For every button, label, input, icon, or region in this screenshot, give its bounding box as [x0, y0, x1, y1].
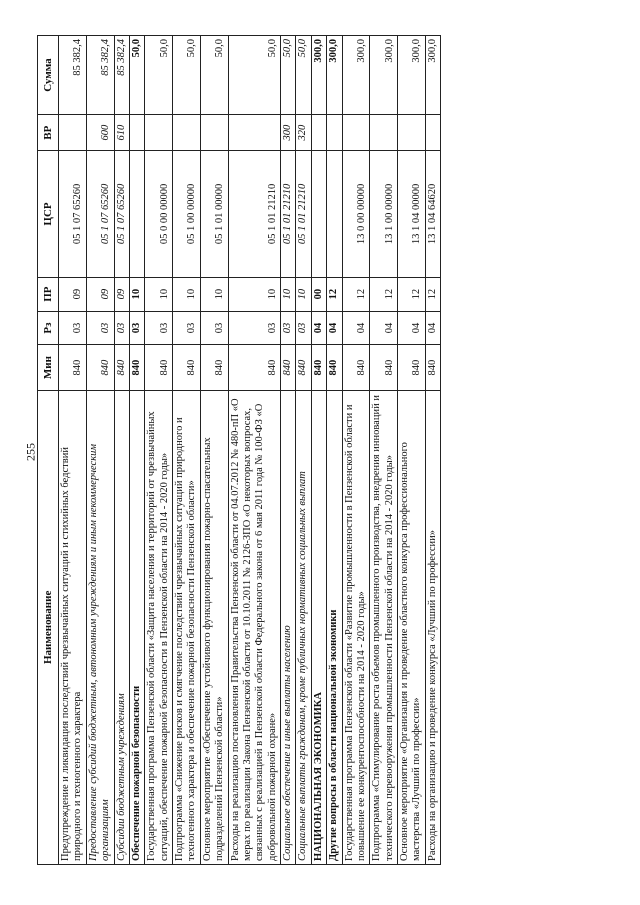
header-min: Мин	[38, 345, 59, 390]
cell-min: 840	[327, 345, 342, 390]
cell-sum: 85 382,4	[59, 36, 87, 115]
cell-name: Социальные выплаты гражданам, кроме публичных нормативных социальных выплат	[296, 390, 311, 864]
cell-sum: 85 382,4	[86, 36, 114, 115]
cell-sum: 50,0	[296, 36, 311, 115]
header-csr: ЦСР	[38, 151, 59, 277]
cell-name: Подпрограмма «Стимулирование роста объемов промышленного производства, внедрения инноваций и технического перевооружения промышленности Пензенской области на 2014 - 2020 годы»	[370, 390, 398, 864]
table-row	[311, 36, 326, 865]
cell-name: Субсидии бюджетным учреждениям	[114, 390, 129, 864]
table-row	[145, 36, 173, 865]
cell-csr	[129, 151, 144, 277]
header-name: Наименование	[38, 390, 59, 864]
cell-rz: 04	[398, 311, 426, 345]
cell-sum: 85 382,4	[114, 36, 129, 115]
cell-pr: 09	[114, 277, 129, 311]
cell-min: 840	[228, 345, 281, 390]
header-rz: Рз	[38, 311, 59, 345]
cell-vr	[228, 115, 281, 151]
table-row	[114, 36, 129, 865]
cell-rz: 04	[311, 311, 326, 345]
cell-csr: 05 1 07 65260	[114, 151, 129, 277]
cell-vr: 300	[281, 115, 296, 151]
cell-min: 840	[296, 345, 311, 390]
cell-rz: 04	[327, 311, 342, 345]
cell-name: Основное мероприятие «Организация и проведение областного конкурса профессионального мастерства «Лучший по профессии»	[398, 390, 426, 864]
table-row	[200, 36, 228, 865]
cell-rz: 03	[173, 311, 201, 345]
cell-rz: 03	[228, 311, 281, 345]
cell-csr	[327, 151, 342, 277]
cell-vr	[59, 115, 87, 151]
cell-sum: 300,0	[425, 36, 440, 115]
cell-vr	[425, 115, 440, 151]
cell-sum: 50,0	[200, 36, 228, 115]
cell-sum: 300,0	[398, 36, 426, 115]
cell-min: 840	[342, 345, 370, 390]
cell-min: 840	[59, 345, 87, 390]
cell-sum: 50,0	[281, 36, 296, 115]
cell-vr	[173, 115, 201, 151]
cell-name: Расходы на организацию и проведение конкурса «Лучший по профессии»	[425, 390, 440, 864]
cell-pr: 10	[281, 277, 296, 311]
cell-pr: 10	[129, 277, 144, 311]
cell-pr: 12	[425, 277, 440, 311]
cell-name: НАЦИОНАЛЬНАЯ ЭКОНОМИКА	[311, 390, 326, 864]
cell-min: 840	[114, 345, 129, 390]
cell-name: Обеспечение пожарной безопасности	[129, 390, 144, 864]
cell-csr: 05 1 01 00000	[200, 151, 228, 277]
cell-name: Государственная программа Пензенской области «Развитие промышленности в Пензенской области и повышение ее конкурентоспособности на 2014 - 2020 годы»	[342, 390, 370, 864]
cell-pr: 10	[296, 277, 311, 311]
cell-vr	[311, 115, 326, 151]
cell-min: 840	[370, 345, 398, 390]
cell-name: Расходы на реализацию постановления Правительства Пензенской области от 04.07.2012 № 480-пП «О мерах по реализации Закона Пензенской области от 10.10.2011 № 2126-ЗПО «О некоторых вопросах, связанных с реализацией в Пензенской области Федерального закона от 6 мая 2011 года № 100-ФЗ «О добровольной пожарной охране»	[228, 390, 281, 864]
cell-name: Предупреждение и ликвидация последствий чрезвычайных ситуаций и стихийных бедствий природного и техногенного характера	[59, 390, 87, 864]
table-row	[342, 36, 370, 865]
header-sum: Сумма	[38, 36, 59, 115]
table-header-row	[38, 36, 59, 865]
cell-name: Другие вопросы в области национальной экономики	[327, 390, 342, 864]
table-row	[129, 36, 144, 865]
table-row	[228, 36, 281, 865]
cell-rz: 04	[425, 311, 440, 345]
cell-min: 840	[173, 345, 201, 390]
cell-name: Предоставление субсидий бюджетным, автономным учреждениям и иным некоммерческим организациям	[86, 390, 114, 864]
budget-table-sheet	[37, 35, 557, 865]
cell-sum: 50,0	[228, 36, 281, 115]
cell-name: Подпрограмма «Снижение рисков и смягчение последствий чрезвычайных ситуаций природного и техногенного характера и обеспечение пожарной безопасности Пензенской области»	[173, 390, 201, 864]
cell-rz: 03	[145, 311, 173, 345]
cell-min: 840	[86, 345, 114, 390]
cell-vr	[327, 115, 342, 151]
cell-min: 840	[398, 345, 426, 390]
cell-sum: 300,0	[327, 36, 342, 115]
cell-csr: 05 1 00 00000	[173, 151, 201, 277]
cell-pr: 09	[86, 277, 114, 311]
table-row	[86, 36, 114, 865]
cell-csr: 13 0 00 00000	[342, 151, 370, 277]
cell-vr	[370, 115, 398, 151]
cell-sum: 50,0	[129, 36, 144, 115]
cell-rz: 03	[59, 311, 87, 345]
cell-vr: 320	[296, 115, 311, 151]
cell-csr: 13 1 04 64620	[425, 151, 440, 277]
table-row	[370, 36, 398, 865]
table-row	[398, 36, 426, 865]
cell-rz: 03	[114, 311, 129, 345]
page-number: 255	[23, 443, 38, 461]
cell-sum: 300,0	[342, 36, 370, 115]
cell-min: 840	[425, 345, 440, 390]
header-vr: ВР	[38, 115, 59, 151]
cell-min: 840	[281, 345, 296, 390]
cell-name: Основное мероприятие «Обеспечение устойчивого функционирования пожарно-спасательных подразделений Пензенской области»	[200, 390, 228, 864]
cell-sum: 300,0	[370, 36, 398, 115]
cell-rz: 03	[86, 311, 114, 345]
cell-pr: 10	[200, 277, 228, 311]
cell-rz: 03	[296, 311, 311, 345]
cell-pr: 10	[173, 277, 201, 311]
cell-vr	[342, 115, 370, 151]
cell-pr: 12	[342, 277, 370, 311]
cell-pr: 12	[327, 277, 342, 311]
cell-vr	[145, 115, 173, 151]
cell-rz: 03	[129, 311, 144, 345]
cell-csr: 05 1 01 21210	[228, 151, 281, 277]
cell-pr: 12	[398, 277, 426, 311]
cell-pr: 09	[59, 277, 87, 311]
cell-pr: 00	[311, 277, 326, 311]
cell-pr: 12	[370, 277, 398, 311]
cell-vr	[129, 115, 144, 151]
cell-pr: 10	[145, 277, 173, 311]
table-row	[59, 36, 87, 865]
cell-vr	[200, 115, 228, 151]
budget-table	[37, 35, 441, 865]
cell-sum: 50,0	[145, 36, 173, 115]
cell-rz: 03	[281, 311, 296, 345]
table-row	[425, 36, 440, 865]
cell-name: Государственная программа Пензенской области «Защита населения и территорий от чрезвычайных ситуаций, обеспечение пожарной безопасности в Пензенской области на 2014 - 2020 годы»	[145, 390, 173, 864]
table-body	[59, 36, 441, 865]
cell-min: 840	[200, 345, 228, 390]
cell-rz: 03	[200, 311, 228, 345]
cell-sum: 300,0	[311, 36, 326, 115]
cell-csr: 05 1 01 21210	[281, 151, 296, 277]
cell-min: 840	[129, 345, 144, 390]
cell-min: 840	[311, 345, 326, 390]
cell-vr: 600	[86, 115, 114, 151]
cell-name: Социальное обеспечение и иные выплаты населению	[281, 390, 296, 864]
table-row	[281, 36, 296, 865]
cell-csr	[311, 151, 326, 277]
table-row	[296, 36, 311, 865]
cell-csr: 05 0 00 00000	[145, 151, 173, 277]
cell-csr: 13 1 00 00000	[370, 151, 398, 277]
header-pr: ПР	[38, 277, 59, 311]
cell-vr	[398, 115, 426, 151]
table-row	[327, 36, 342, 865]
cell-csr: 05 1 01 21210	[296, 151, 311, 277]
cell-rz: 04	[342, 311, 370, 345]
cell-csr: 05 1 07 65260	[86, 151, 114, 277]
cell-sum: 50,0	[173, 36, 201, 115]
cell-csr: 05 1 07 65260	[59, 151, 87, 277]
cell-pr: 10	[228, 277, 281, 311]
cell-min: 840	[145, 345, 173, 390]
cell-rz: 04	[370, 311, 398, 345]
cell-vr: 610	[114, 115, 129, 151]
table-row	[173, 36, 201, 865]
cell-csr: 13 1 04 00000	[398, 151, 426, 277]
